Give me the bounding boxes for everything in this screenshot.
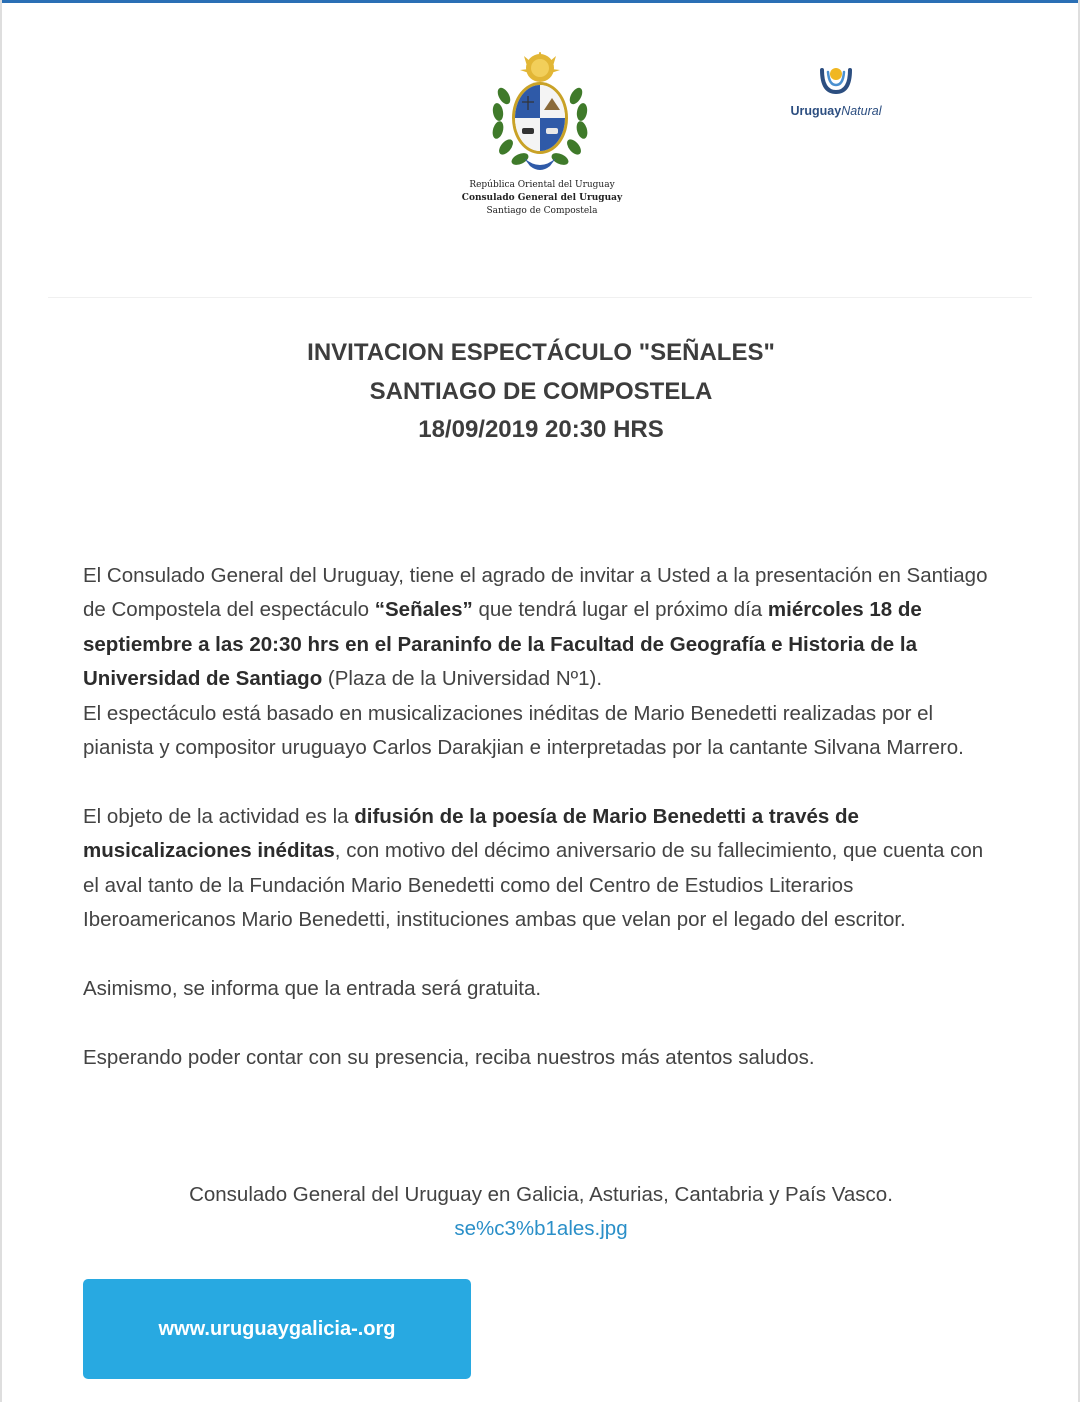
frame-left-edge — [0, 0, 2, 1402]
brand-wordmark — [784, 104, 888, 118]
p1-mid: que tendrá lugar el próximo día — [472, 598, 768, 622]
p1-intro: El Consulado General del Uruguay, tiene el agrado de invitar a Usted a la presentación en Santiago de Compostela del espectáculo — [83, 564, 988, 622]
header-divider — [48, 297, 1032, 298]
p1-show-name: “Señales” — [374, 598, 473, 622]
invitation-body — [83, 559, 1003, 1075]
p3-rest: , con motivo del décimo aniversario de su fallecimiento, que cuenta con el aval tanto de la Fundación Mario Benedetti como del Centro de Estudios Literarios Iberoamericanos Mario Benedetti, instituciones ambas que velan por el legado del escritor. — [83, 839, 984, 932]
caption-country: República Oriental del Uruguay — [469, 180, 615, 190]
coat-of-arms-icon — [484, 52, 596, 176]
top-border — [0, 0, 1080, 3]
signature-block — [83, 1178, 999, 1247]
signature-text: Consulado General del Uruguay en Galicia, Asturias, Cantabria y País Vasco. — [189, 1183, 893, 1206]
consulate-caption — [430, 179, 654, 218]
caption-consulate: Consulado General del Uruguay — [461, 193, 623, 203]
uruguay-natural-logo — [784, 60, 888, 126]
paragraph-closing: Esperando poder contar con su presencia, reciba nuestros más atentos saludos. — [83, 1045, 815, 1069]
uruguay-natural-icon — [818, 60, 854, 98]
p1-date-venue: miércoles 18 de septiembre a las 20:30 hrs en el Paraninfo de la Facultad de Geografía e Historia de la Universidad de Santiago — [83, 598, 922, 691]
attachment-link[interactable]: se%c3%b1ales.jpg — [454, 1217, 628, 1241]
invitation-title — [60, 334, 1022, 450]
p3-highlight: difusión de la poesía de Mario Benedetti a través de musicalizaciones inéditas — [83, 804, 859, 863]
brand-word-natural: Natural — [841, 104, 882, 118]
paragraph-purpose — [83, 800, 1003, 938]
title-line-city: SANTIAGO DE COMPOSTELA — [369, 377, 713, 405]
caption-city: Santiago de Compostela — [486, 206, 598, 216]
title-line-event: INVITACION ESPECTÁCULO "SEÑALES" — [307, 339, 775, 366]
title-line-datetime: 18/09/2019 20:30 HRS — [418, 416, 664, 443]
website-button[interactable]: www.uruguaygalicia-.org — [83, 1279, 471, 1379]
p1-address: (Plaza de la Universidad Nº1). — [322, 667, 603, 691]
brand-word-uruguay: Uruguay — [790, 104, 842, 118]
p3-intro: El objeto de la actividad es la — [83, 804, 355, 828]
paragraph-free-entry: Asimismo, se informa que la entrada será gratuita. — [83, 976, 542, 1000]
paragraph-invitation — [83, 559, 1003, 697]
paragraph-show-description: El espectáculo está basado en musicalizaciones inéditas de Mario Benedetti realizadas por el pianista y compositor uruguayo Carlos Darakjian e interpretadas por la cantante Silvana Marrero. — [83, 701, 964, 760]
